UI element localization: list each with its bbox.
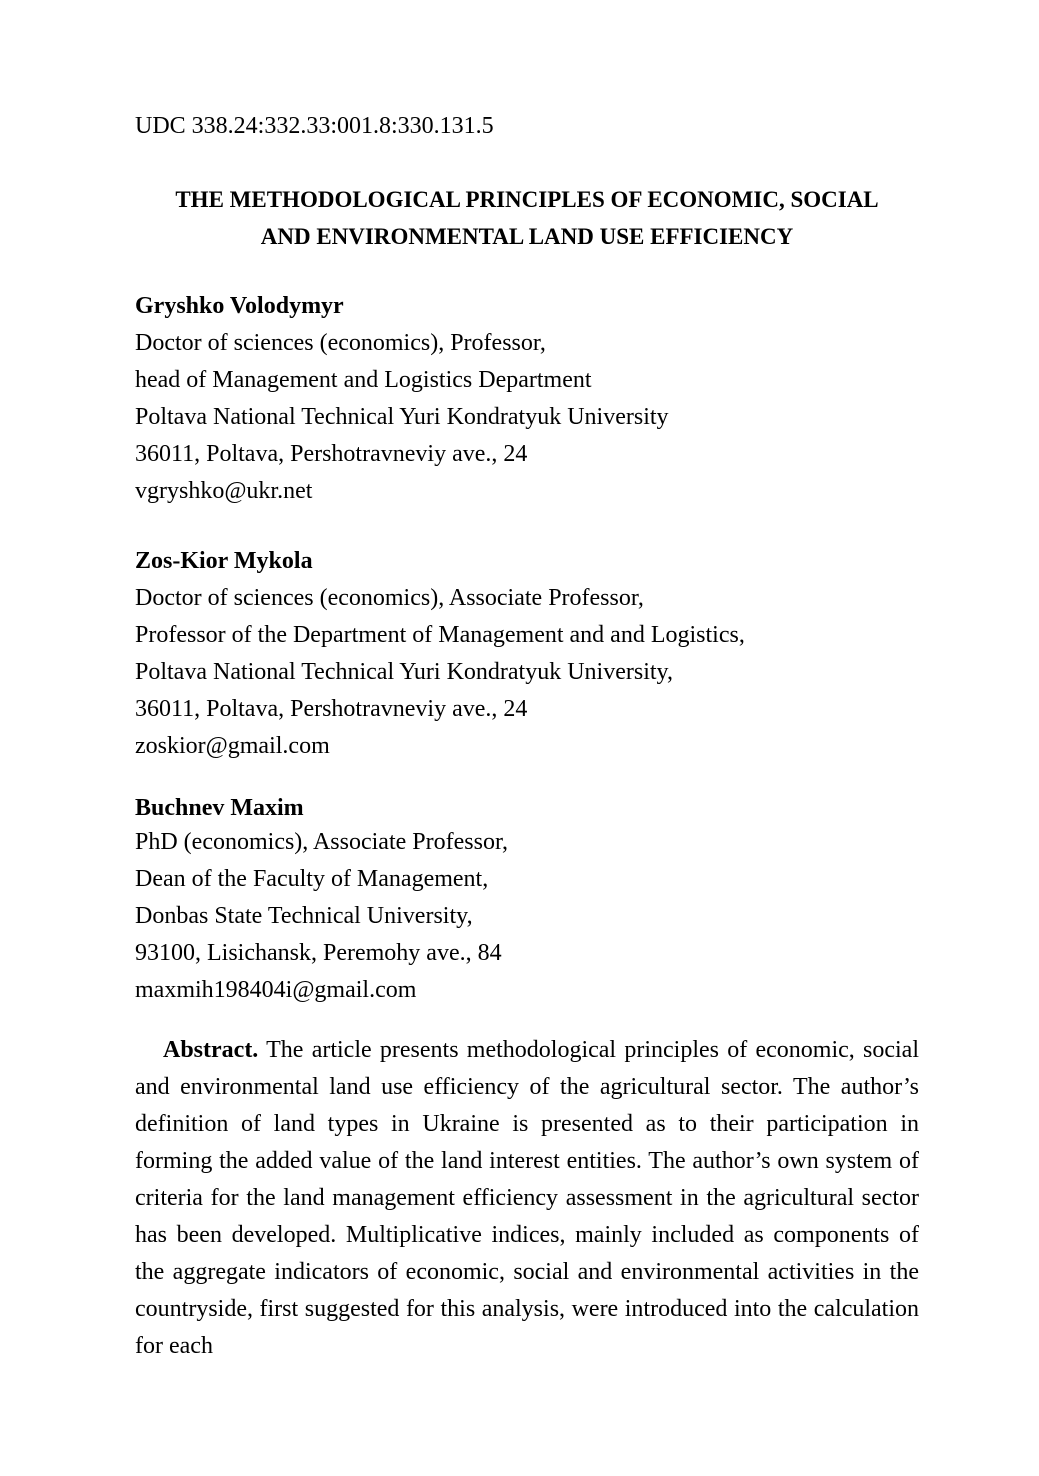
author-email: zoskior@gmail.com [135,733,330,759]
author-affiliation: Poltava National Technical Yuri Kondratyuk University, [135,659,673,685]
author-email: vgryshko@ukr.net [135,478,313,504]
author-position: Dean of the Faculty of Management, [135,866,489,892]
abstract-label: Abstract. [163,1037,259,1063]
author-address: 93100, Lisichansk, Peremohy ave., 84 [135,940,502,966]
author-email: maxmih198404i@gmail.com [135,977,417,1003]
author-degree: Doctor of sciences (economics), Professor, [135,330,546,356]
paper-title [135,181,919,255]
author-affiliation: Poltava National Technical Yuri Kondratyuk University [135,404,669,430]
paper-title-line-1: THE METHODOLOGICAL PRINCIPLES OF ECONOMIC, SOCIAL [175,187,879,212]
author-degree: PhD (economics), Associate Professor, [135,829,508,855]
udc-code: UDC 338.24:332.33:001.8:330.131.5 [135,113,494,139]
abstract-text: The article presents methodological principles of economic, social and environmental land use efficiency of the agricultural sector. The author’s definition of land types in Ukraine is presented as to their participation in forming the added value of the land interest entities. The author’s own system of criteria for the land management efficiency assessment in the agricultural sector has been developed. Multiplicative indices, mainly included as components of the aggregate indicators of economic, social and environmental activities in the countryside, first suggested for this analysis, were introduced into the calculation for each [135,1037,919,1359]
paper-title-line-2: AND ENVIRONMENTAL LAND USE EFFICIENCY [260,224,794,249]
author-block-zos-kior [135,543,919,765]
author-address: 36011, Poltava, Pershotravneviy ave., 24 [135,441,528,467]
author-position: head of Management and Logistics Department [135,367,592,393]
author-affiliation: Donbas State Technical University, [135,903,473,929]
author-name: Gryshko Volodymyr [135,293,344,319]
author-name: Buchnev Maxim [135,795,304,821]
author-position: Professor of the Department of Management and and Logistics, [135,622,745,648]
author-degree: Doctor of sciences (economics), Associate Professor, [135,585,644,611]
author-block-buchnev [135,793,919,1009]
author-block-gryshko [135,288,919,510]
author-address: 36011, Poltava, Pershotravneviy ave., 24 [135,696,528,722]
author-name: Zos-Kior Mykola [135,548,313,574]
abstract-paragraph [135,1032,919,1365]
